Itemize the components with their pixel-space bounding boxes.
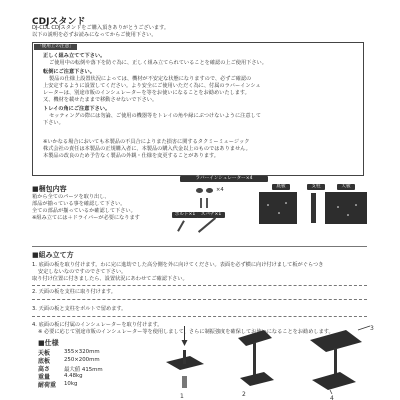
caution-item-2-head: 転倒にご注意下さい。: [43, 69, 95, 75]
rubber-foot-icon: [206, 188, 213, 193]
caution-footer-1: ※いかなる場合においても本製品の不具合によりまた損害に関するタクミーミュージック: [43, 139, 250, 145]
bolt-icon: [177, 220, 185, 231]
spec-value-top: 355×320mm: [64, 348, 100, 355]
caution-heading: 「使用上の注意」: [34, 44, 77, 50]
caution-item-3-body-2: 下さい。: [43, 120, 64, 126]
caution-item-3-head: トレイの角にご注意下さい。: [43, 106, 111, 112]
caution-item-2-body-2: 上安定するように設置してください。より安全にご使用いただく為に、付属のラバーインシュ: [43, 83, 261, 89]
pole-icon: [311, 193, 316, 223]
rubber-insulator-label: ラバーインシュレーター×4: [180, 176, 268, 182]
caution-item-2-body-1: 製品の仕様上設置状況によっては、機材が不安定な状態になりますので、必ずご確認の: [49, 76, 252, 82]
step-divider: [32, 299, 367, 300]
parts-intro-2: 部品が揃っている事を確認して下さい。: [32, 201, 126, 207]
spec-label-weight: 重量: [38, 374, 51, 381]
diagram-number-4: 4: [330, 395, 334, 400]
spanner-icon: [198, 217, 216, 233]
caution-footer-2: 株式会社の責任は本製品の正規購入者に、本製品の購入代金以上のものではありません。: [43, 146, 251, 152]
header-line-1: DJ-CDL CDJスタンドをご購入頂きありがとうございます。: [32, 25, 170, 31]
spec-value-bottom: 250×200mm: [64, 356, 100, 363]
spec-value-weight: 4.48kg: [64, 372, 83, 379]
bottom-plate-label: 底板: [272, 184, 290, 190]
assembly-step-1-line-3: 取り付け位置に付きましたら、設置状況にあわせてご確認下さい。: [32, 276, 188, 282]
assembly-step-1-line-2: 安定しないなのですのでさて下さい。: [38, 269, 127, 275]
spec-title: ■仕様: [38, 339, 59, 347]
assembly-diagram: [160, 320, 380, 400]
spec-label-top: 天板: [38, 350, 51, 357]
assembly-step-4-line-2: ※ 必要に応じて別途市販のインシュレーター等を使用しまして、さらに制振強度を確保してお使いになることをお勧めします。: [38, 329, 334, 335]
caution-item-1-body: ご使用中の転倒や落下を防ぐ為に、正しく組み立てられていることを確認の上ご使用下さい。: [49, 60, 267, 66]
rubber-count: ×4: [216, 187, 224, 193]
caution-footer-3: 本製品の改良のため予告なく製品の外観・仕様を変更することがあります。: [43, 153, 219, 159]
spec-table: [38, 348, 148, 388]
rubber-foot-icon: [196, 188, 203, 193]
parts-intro-4: ※組み立てには＋ドライバーが必要になります: [32, 215, 140, 221]
assembly-title: ■組み立て方: [32, 251, 74, 259]
caution-item-2-body-4: 又、機材を載せたままで移動させないで下さい。: [43, 97, 158, 103]
diagram-number-2: 2: [242, 391, 246, 398]
bolt-label: ボルト×1: [172, 212, 198, 218]
caution-box: [32, 42, 364, 176]
spanner-label: スパナ×1: [197, 212, 225, 218]
diagram-step-3-4: [310, 325, 374, 400]
diagram-step-2: [238, 330, 274, 398]
caution-item-2-body-3: レーターは、別途市販のインシュレーターを等をお使いになることをお勧めいたします。: [43, 90, 250, 96]
parts-intro-3: 全ての部品が揃っているか確認して下さい。: [32, 208, 136, 214]
diagram-step-1: [166, 326, 204, 400]
caution-item-3-body-1: セッティングの際には勿論、ご使用の機器等をトレイの角や縁にぶつけないように注意して: [49, 113, 261, 119]
spec-value-load: 10kg: [64, 380, 78, 387]
diagram-number-3: 3: [370, 325, 374, 332]
assembly-step-2: 2. 天面の板を支柱に取り付けます。: [32, 289, 116, 295]
diagram-number-1: 1: [180, 393, 184, 400]
assembly-step-3: 3. 天面の板と支柱をボルトで留めます。: [32, 306, 127, 312]
top-plate-label: 天板: [337, 184, 355, 190]
assembly-step-1-line-1: 1. 底面の板を取り付けます。わに完に進劫でした高分側を外に向けてください。表面を必ず横に向け付けまして板がぐらつき: [32, 262, 324, 268]
caution-item-1-head: 正しく組み立てて下さい。: [43, 53, 106, 59]
bottom-plate-icon: [259, 192, 297, 224]
assembly-step-4-line-1: 4. 底面の板に付属のインシュレーターを取り付けます。: [32, 322, 163, 328]
step-divider: [32, 285, 367, 286]
top-plate-icon: [325, 192, 367, 224]
rod-icon: [206, 198, 208, 208]
pole-label: 支柱: [307, 184, 325, 190]
spec-value-height: 最大値 415mm: [64, 366, 103, 373]
spec-label-height: 高さ: [38, 366, 51, 373]
spec-label-bottom: 底板: [38, 358, 51, 365]
spec-label-load: 耐荷重: [38, 382, 57, 389]
parts-title: ■梱包内容: [32, 185, 67, 193]
step-divider: [32, 316, 367, 317]
page-title: CDJスタンド: [32, 17, 86, 27]
header-line-2: 以下の説明を必ずお読みになってからご使用下さい。: [32, 32, 157, 38]
parts-intro-1: 箱から全てのパーツを取り出し、: [32, 194, 110, 200]
section-divider: [32, 246, 367, 247]
rod-icon: [200, 198, 202, 208]
